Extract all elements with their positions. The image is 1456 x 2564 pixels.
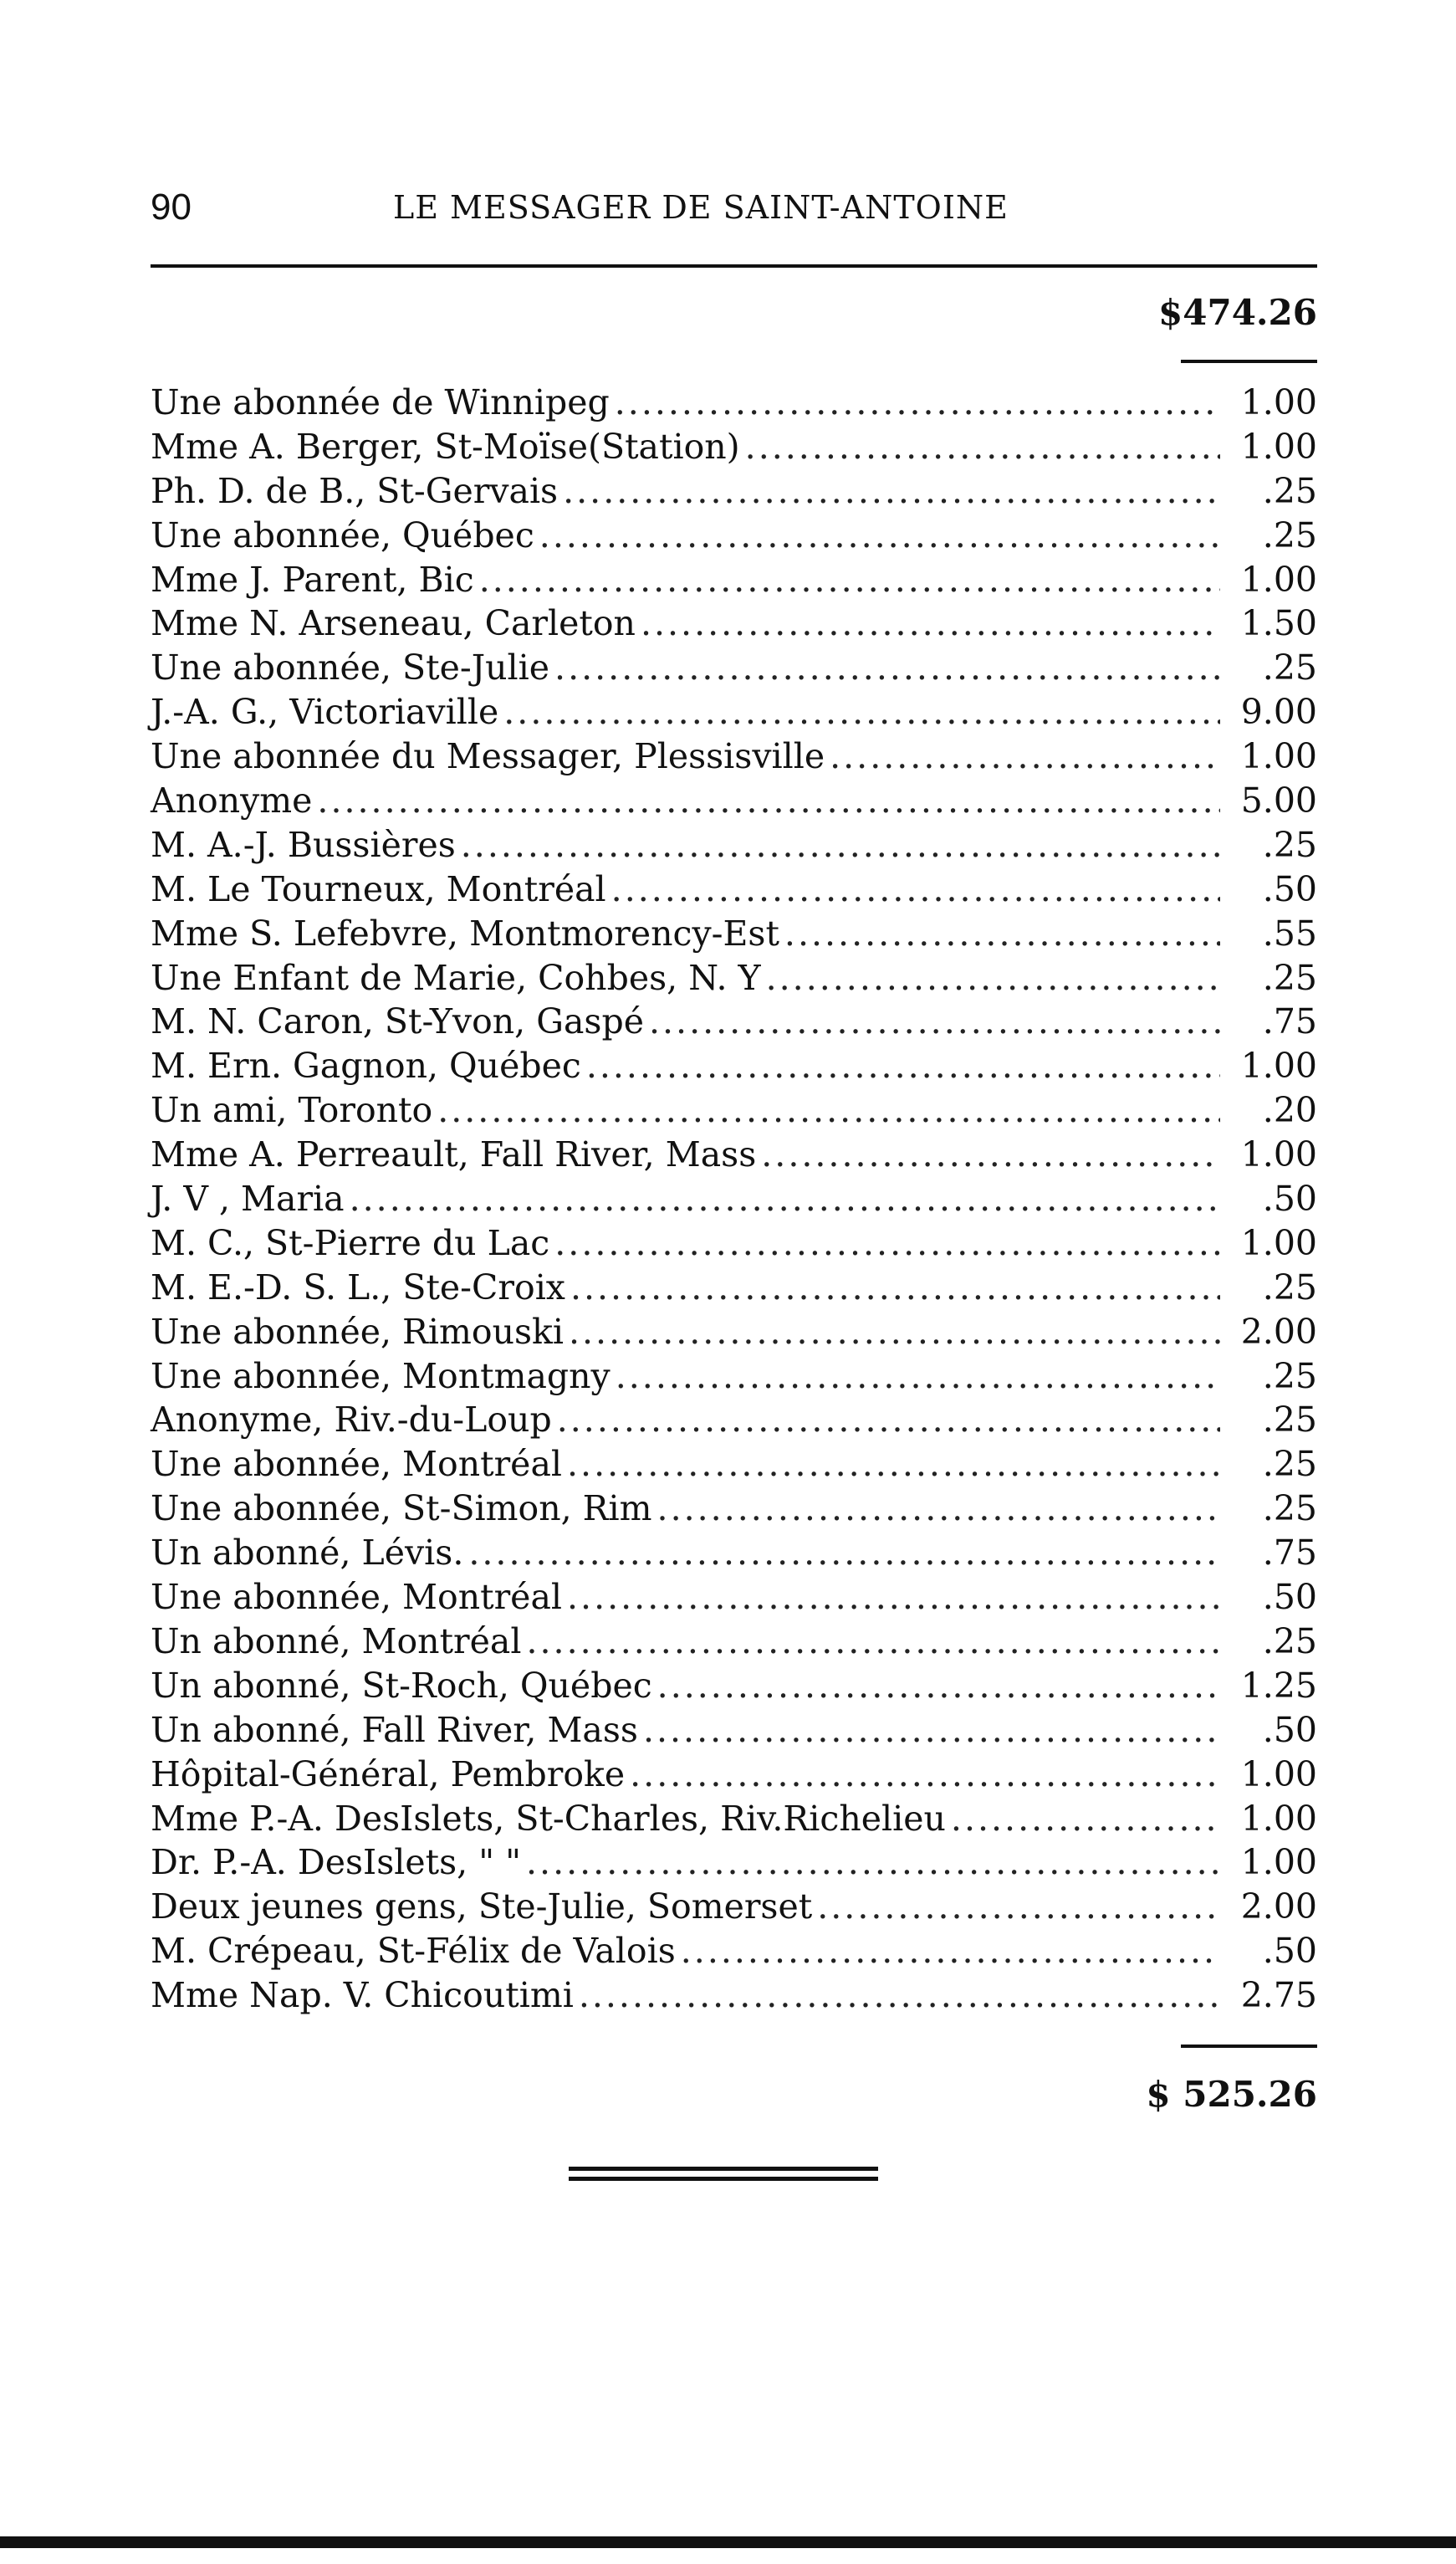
donor-name: Une abonnée, Montréal bbox=[151, 1444, 562, 1485]
donation-entry bbox=[151, 1044, 1317, 1088]
donor-name: Mme N. Arseneau, Carleton bbox=[151, 603, 636, 644]
donation-amount: 1.00 bbox=[1240, 382, 1317, 422]
donor-name: Mme A. Perreault, Fall River, Mass bbox=[151, 1134, 757, 1175]
dot-leader bbox=[539, 514, 1220, 558]
donor-name: Une abonnée du Messager, Plessisville bbox=[151, 736, 825, 777]
dot-leader bbox=[526, 1620, 1220, 1664]
donation-amount: .25 bbox=[1262, 514, 1317, 555]
dot-leader bbox=[784, 912, 1220, 956]
donation-amount: .50 bbox=[1262, 1931, 1317, 1972]
donor-name: Une abonnée, Ste-Julie bbox=[151, 647, 550, 688]
donation-entry bbox=[151, 1531, 1317, 1575]
donation-list bbox=[151, 381, 1317, 2018]
total-rule-bottom bbox=[1181, 2045, 1317, 2048]
donation-entry bbox=[151, 1088, 1317, 1133]
donation-amount: 9.00 bbox=[1240, 692, 1317, 733]
dot-leader bbox=[681, 1929, 1220, 1973]
donation-amount: .25 bbox=[1262, 824, 1317, 865]
donor-name: M. Ern. Gagnon, Québec bbox=[151, 1046, 581, 1087]
donation-entry bbox=[151, 425, 1317, 469]
dot-leader bbox=[567, 1442, 1220, 1487]
donation-amount: 1.00 bbox=[1240, 559, 1317, 600]
donor-name: Un abonné, Fall River, Mass bbox=[151, 1709, 638, 1750]
donation-amount: .25 bbox=[1262, 1444, 1317, 1485]
donation-amount: .55 bbox=[1262, 913, 1317, 954]
donor-name: Un ami, Toronto bbox=[151, 1090, 433, 1131]
donation-amount: .25 bbox=[1262, 470, 1317, 511]
donor-name: M. A.-J. Bussières bbox=[151, 824, 456, 865]
donor-name: Une abonnée, Montmagny bbox=[151, 1355, 610, 1396]
donor-name: Une Enfant de Marie, Cohbes, N. Y bbox=[151, 957, 761, 998]
donor-name: Mme Nap. V. Chicoutimi bbox=[151, 1975, 574, 2016]
donation-amount: 1.00 bbox=[1240, 1798, 1317, 1839]
donor-name: Un abonné, Montréal bbox=[151, 1620, 522, 1661]
dot-leader bbox=[526, 1840, 1220, 1885]
dot-leader bbox=[569, 1310, 1220, 1354]
donor-name: J.-A. G., Victoriaville bbox=[151, 692, 499, 733]
donation-entry bbox=[151, 956, 1317, 1001]
donor-name: M. N. Caron, St-Yvon, Gaspé bbox=[151, 1001, 644, 1042]
donation-entry bbox=[151, 601, 1317, 646]
donation-amount: .50 bbox=[1262, 1179, 1317, 1220]
donation-entry bbox=[151, 823, 1317, 867]
donation-entry bbox=[151, 1133, 1317, 1177]
donation-entry bbox=[151, 1840, 1317, 1885]
dot-leader bbox=[616, 1354, 1220, 1399]
donor-name: M. C., St-Pierre du Lac bbox=[151, 1222, 550, 1263]
dot-leader bbox=[630, 1753, 1220, 1797]
donor-name: M. Crépeau, St-Félix de Valois bbox=[151, 1931, 676, 1972]
donation-entry bbox=[151, 1885, 1317, 1929]
donation-amount: .25 bbox=[1262, 1620, 1317, 1661]
donor-name: Un abonné, Lévis. bbox=[151, 1533, 464, 1574]
donation-amount: .25 bbox=[1262, 957, 1317, 998]
donation-amount: .25 bbox=[1262, 647, 1317, 688]
donation-amount: .50 bbox=[1262, 1577, 1317, 1618]
dot-leader bbox=[586, 1044, 1220, 1088]
header-rule bbox=[151, 264, 1317, 268]
donor-name: Hôpital-Général, Pembroke bbox=[151, 1753, 626, 1794]
donor-name: Mme P.-A. DesIslets, St-Charles, Riv.Richelieu bbox=[151, 1798, 946, 1839]
donation-amount: 1.50 bbox=[1240, 603, 1317, 644]
dot-leader bbox=[503, 690, 1220, 734]
donor-name: Un abonné, St-Roch, Québec bbox=[151, 1665, 652, 1706]
donation-amount: .25 bbox=[1262, 1355, 1317, 1396]
donor-name: Une abonnée de Winnipeg bbox=[151, 382, 610, 422]
donation-entry bbox=[151, 1708, 1317, 1753]
dot-leader bbox=[761, 1133, 1220, 1177]
dot-leader bbox=[317, 779, 1220, 823]
dot-leader bbox=[641, 601, 1220, 646]
donation-amount: .75 bbox=[1262, 1001, 1317, 1042]
donation-entry bbox=[151, 1310, 1317, 1354]
brought-forward-total: $474.26 bbox=[1158, 292, 1317, 333]
donor-name: Ph. D. de B., St-Gervais bbox=[151, 470, 559, 511]
dot-leader bbox=[554, 1221, 1220, 1266]
donation-entry bbox=[151, 1266, 1317, 1310]
donor-name: M. Le Tourneux, Montréal bbox=[151, 868, 606, 909]
donation-entry bbox=[151, 646, 1317, 690]
donation-entry bbox=[151, 381, 1317, 425]
donor-name: Deux jeunes gens, Ste-Julie, Somerset bbox=[151, 1886, 813, 1927]
total-rule-top bbox=[1181, 360, 1317, 363]
donation-entry bbox=[151, 1354, 1317, 1399]
donation-entry bbox=[151, 912, 1317, 956]
donation-entry bbox=[151, 1797, 1317, 1841]
donation-entry bbox=[151, 1000, 1317, 1044]
dot-leader bbox=[563, 469, 1220, 514]
dot-leader bbox=[649, 1000, 1220, 1044]
dot-leader bbox=[657, 1487, 1220, 1531]
dot-leader bbox=[437, 1088, 1220, 1133]
dot-leader bbox=[817, 1885, 1220, 1929]
donation-entry bbox=[151, 1487, 1317, 1531]
dot-leader bbox=[745, 425, 1220, 469]
donation-entry bbox=[151, 1575, 1317, 1620]
page-header bbox=[151, 182, 1317, 233]
dot-leader bbox=[554, 646, 1220, 690]
donation-amount: 1.00 bbox=[1240, 1046, 1317, 1087]
donation-amount: 5.00 bbox=[1240, 780, 1317, 821]
donation-entry bbox=[151, 1753, 1317, 1797]
donation-amount: .50 bbox=[1262, 868, 1317, 909]
donor-name: J. V , Maria bbox=[151, 1179, 345, 1220]
donation-entry bbox=[151, 779, 1317, 823]
donation-amount: 1.00 bbox=[1240, 1753, 1317, 1794]
donation-amount: .20 bbox=[1262, 1090, 1317, 1131]
dot-leader bbox=[643, 1708, 1220, 1753]
donation-entry bbox=[151, 734, 1317, 779]
donation-amount: 1.00 bbox=[1240, 1842, 1317, 1883]
page-number: 90 bbox=[151, 187, 192, 228]
dot-leader bbox=[567, 1575, 1220, 1620]
donation-amount: 1.00 bbox=[1240, 1222, 1317, 1263]
dot-leader bbox=[468, 1531, 1220, 1575]
donor-name: Mme S. Lefebvre, Montmorency-Est bbox=[151, 913, 779, 954]
donation-amount: 2.00 bbox=[1240, 1886, 1317, 1927]
donor-name: Une abonnée, Québec bbox=[151, 514, 534, 555]
donation-entry bbox=[151, 1221, 1317, 1266]
donation-amount: 1.25 bbox=[1240, 1665, 1317, 1706]
donation-amount: .75 bbox=[1262, 1533, 1317, 1574]
dot-leader bbox=[657, 1664, 1220, 1708]
donation-amount: 2.00 bbox=[1240, 1311, 1317, 1352]
donation-amount: 2.75 bbox=[1240, 1975, 1317, 2016]
donor-name: Anonyme bbox=[151, 780, 313, 821]
donor-name: Dr. P.-A. DesIslets, " " bbox=[151, 1842, 521, 1883]
donor-name: M. E.-D. S. L., Ste-Croix bbox=[151, 1267, 565, 1308]
donation-entry bbox=[151, 1442, 1317, 1487]
donor-name: Mme A. Berger, St-Moïse(Station) bbox=[151, 426, 740, 467]
donor-name: Mme J. Parent, Bic bbox=[151, 559, 474, 600]
dot-leader bbox=[579, 1973, 1220, 2018]
dot-leader bbox=[350, 1177, 1220, 1221]
donation-amount: .25 bbox=[1262, 1400, 1317, 1441]
page-edge bbox=[0, 2536, 1456, 2548]
donation-entry bbox=[151, 1398, 1317, 1442]
donor-name: Une abonnée, St-Simon, Rim bbox=[151, 1488, 652, 1529]
donor-name: Une abonnée, Montréal bbox=[151, 1577, 562, 1618]
donation-entry bbox=[151, 1973, 1317, 2018]
dot-leader bbox=[557, 1398, 1220, 1442]
donation-amount: .25 bbox=[1262, 1488, 1317, 1529]
donation-amount: .50 bbox=[1262, 1709, 1317, 1750]
donor-name: Une abonnée, Rimouski bbox=[151, 1311, 564, 1352]
donation-entry bbox=[151, 867, 1317, 912]
grand-total: $ 525.26 bbox=[1146, 2074, 1317, 2115]
donation-amount: .25 bbox=[1262, 1267, 1317, 1308]
donor-name: Anonyme, Riv.-du-Loup bbox=[151, 1400, 552, 1441]
donation-entry bbox=[151, 558, 1317, 602]
dot-leader bbox=[830, 734, 1220, 779]
donation-amount: 1.00 bbox=[1240, 426, 1317, 467]
donation-entry bbox=[151, 1929, 1317, 1973]
donation-entry bbox=[151, 1620, 1317, 1664]
dot-leader bbox=[611, 867, 1220, 912]
dot-leader bbox=[766, 956, 1220, 1001]
donation-entry bbox=[151, 469, 1317, 514]
closing-double-rule-top bbox=[569, 2167, 878, 2171]
donation-entry bbox=[151, 690, 1317, 734]
closing-double-rule-bottom bbox=[569, 2177, 878, 2181]
dot-leader bbox=[479, 558, 1220, 602]
donation-amount: 1.00 bbox=[1240, 1134, 1317, 1175]
donation-entry bbox=[151, 1664, 1317, 1708]
dot-leader bbox=[615, 381, 1220, 425]
running-title: LE MESSAGER DE SAINT-ANTOINE bbox=[393, 189, 1009, 226]
dot-leader bbox=[951, 1797, 1220, 1841]
donation-amount: 1.00 bbox=[1240, 736, 1317, 777]
dot-leader bbox=[570, 1266, 1220, 1310]
dot-leader bbox=[461, 823, 1220, 867]
donation-entry bbox=[151, 1177, 1317, 1221]
donation-entry bbox=[151, 514, 1317, 558]
